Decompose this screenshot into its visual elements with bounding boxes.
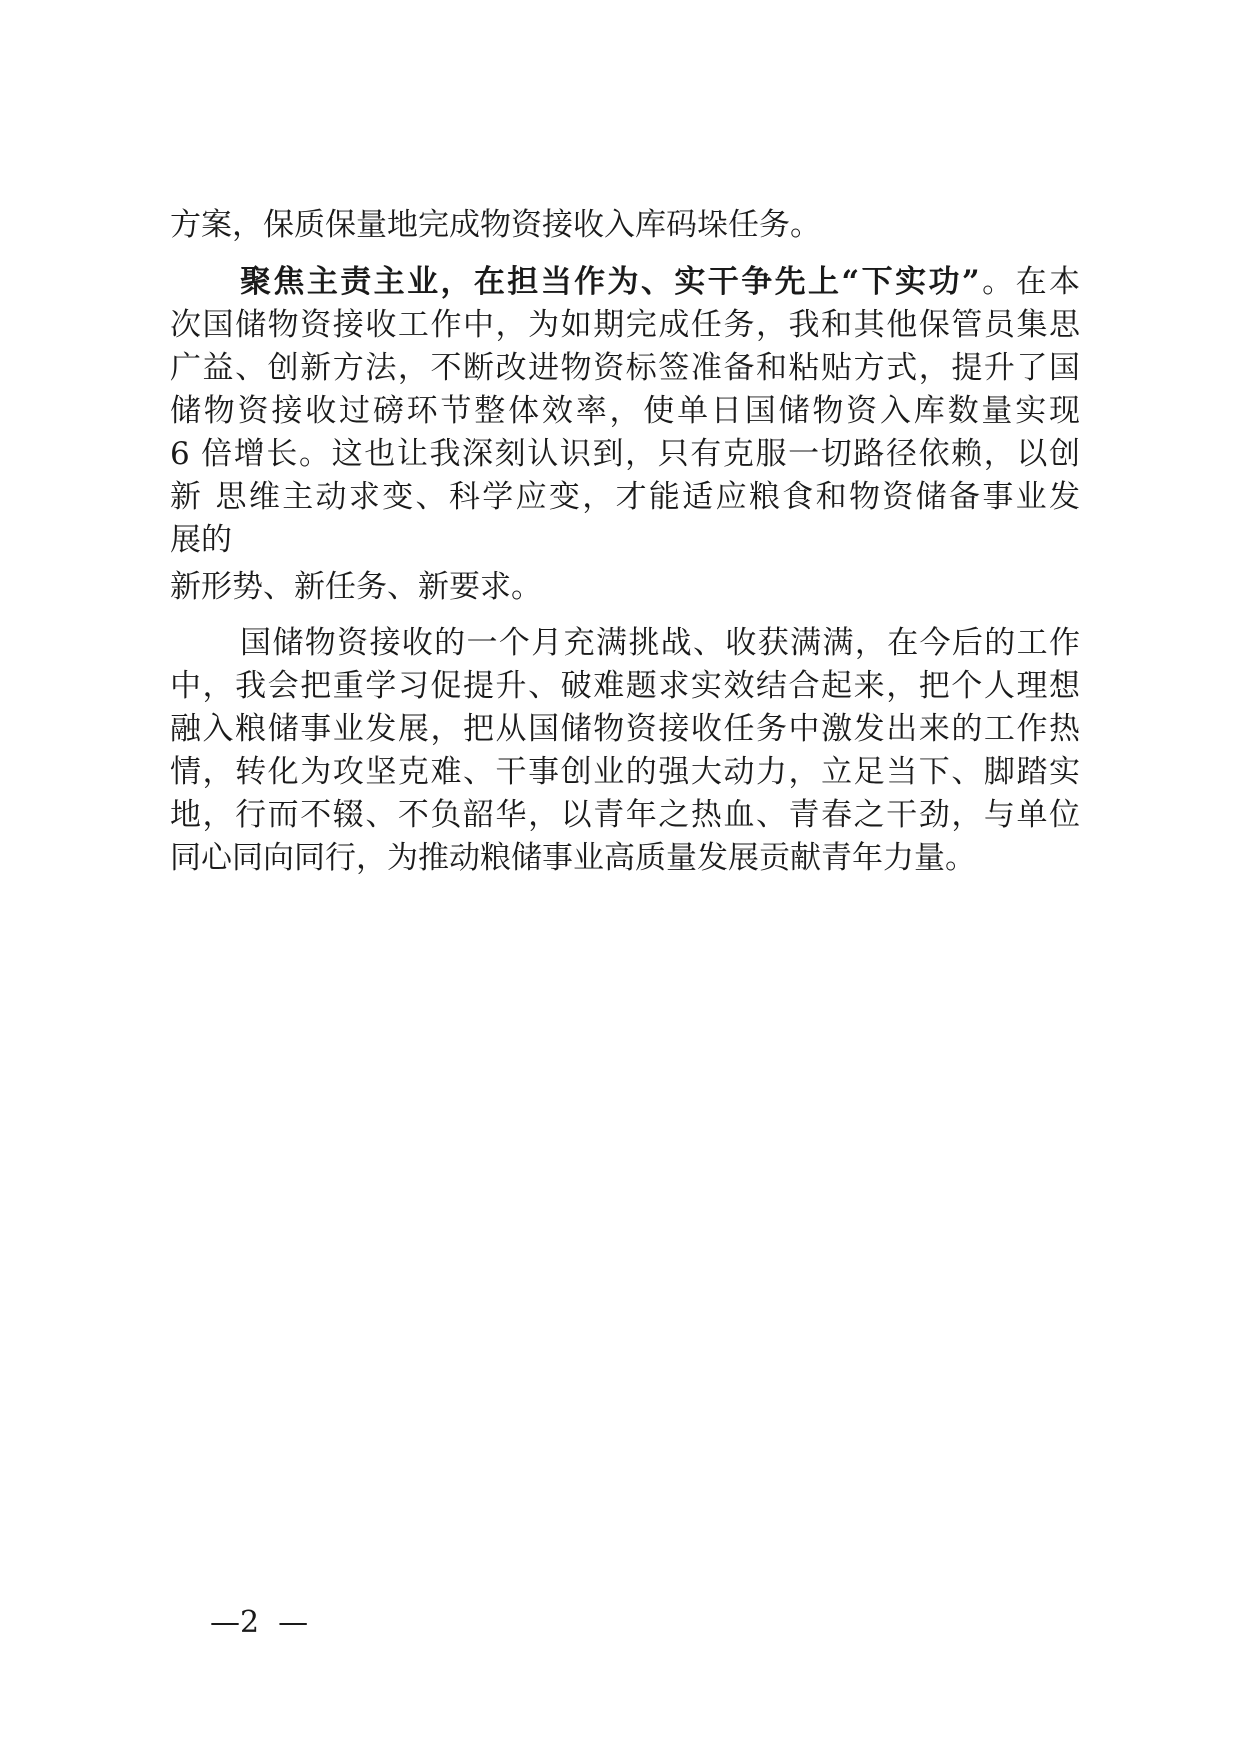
- body-text-line: 同心同向同行，为推动粮储事业高质量发展贡献青年力量。: [170, 840, 976, 876]
- body-text: 。在本: [979, 264, 1080, 300]
- body-text-line: 方案，保质保量地完成物资接收入库码垛任务。: [170, 207, 821, 243]
- body-text-line: 次国储物资接收工作中，为如期完成任务，我和其他保管员集思: [170, 307, 1080, 343]
- body-text-line: 融入粮储事业发展，把从国储物资接收任务中激发出来的工作热: [170, 711, 1080, 747]
- paragraph-first-line: 国储物资接收的一个月充满挑战、收获满满，在今后的工作: [240, 625, 1080, 661]
- body-text-line: 新 思维主动求变、科学应变，才能适应粮食和物资储备事业发: [170, 479, 1080, 515]
- body-text-line: 情，转化为攻坚克难、干事创业的强大动力，立足当下、脚踏实: [170, 754, 1080, 790]
- paragraph-heading-line: [240, 262, 1080, 302]
- body-text-line: 新形势、新任务、新要求。: [170, 569, 542, 605]
- body-text-line: 展的: [170, 522, 232, 558]
- body-text-line: 6 倍增长。这也让我深刻认识到，只有克服一切路径依赖，以创: [170, 436, 1080, 472]
- paragraph-heading: 聚焦主责主业，在担当作为、实干争先上“下实功”: [240, 264, 980, 300]
- body-text-line: 储物资接收过磅环节整体效率，使单日国储物资入库数量实现: [170, 393, 1080, 429]
- body-text-line: 中，我会把重学习促提升、破难题求实效结合起来，把个人理想: [170, 668, 1080, 704]
- body-text-line: 广益、创新方法，不断改进物资标签准备和粘贴方式，提升了国: [170, 350, 1080, 386]
- body-text-line: 地，行而不辍、不负韶华，以青年之热血、青春之干劲，与单位: [170, 797, 1080, 833]
- page-number: —2 —: [210, 1605, 309, 1640]
